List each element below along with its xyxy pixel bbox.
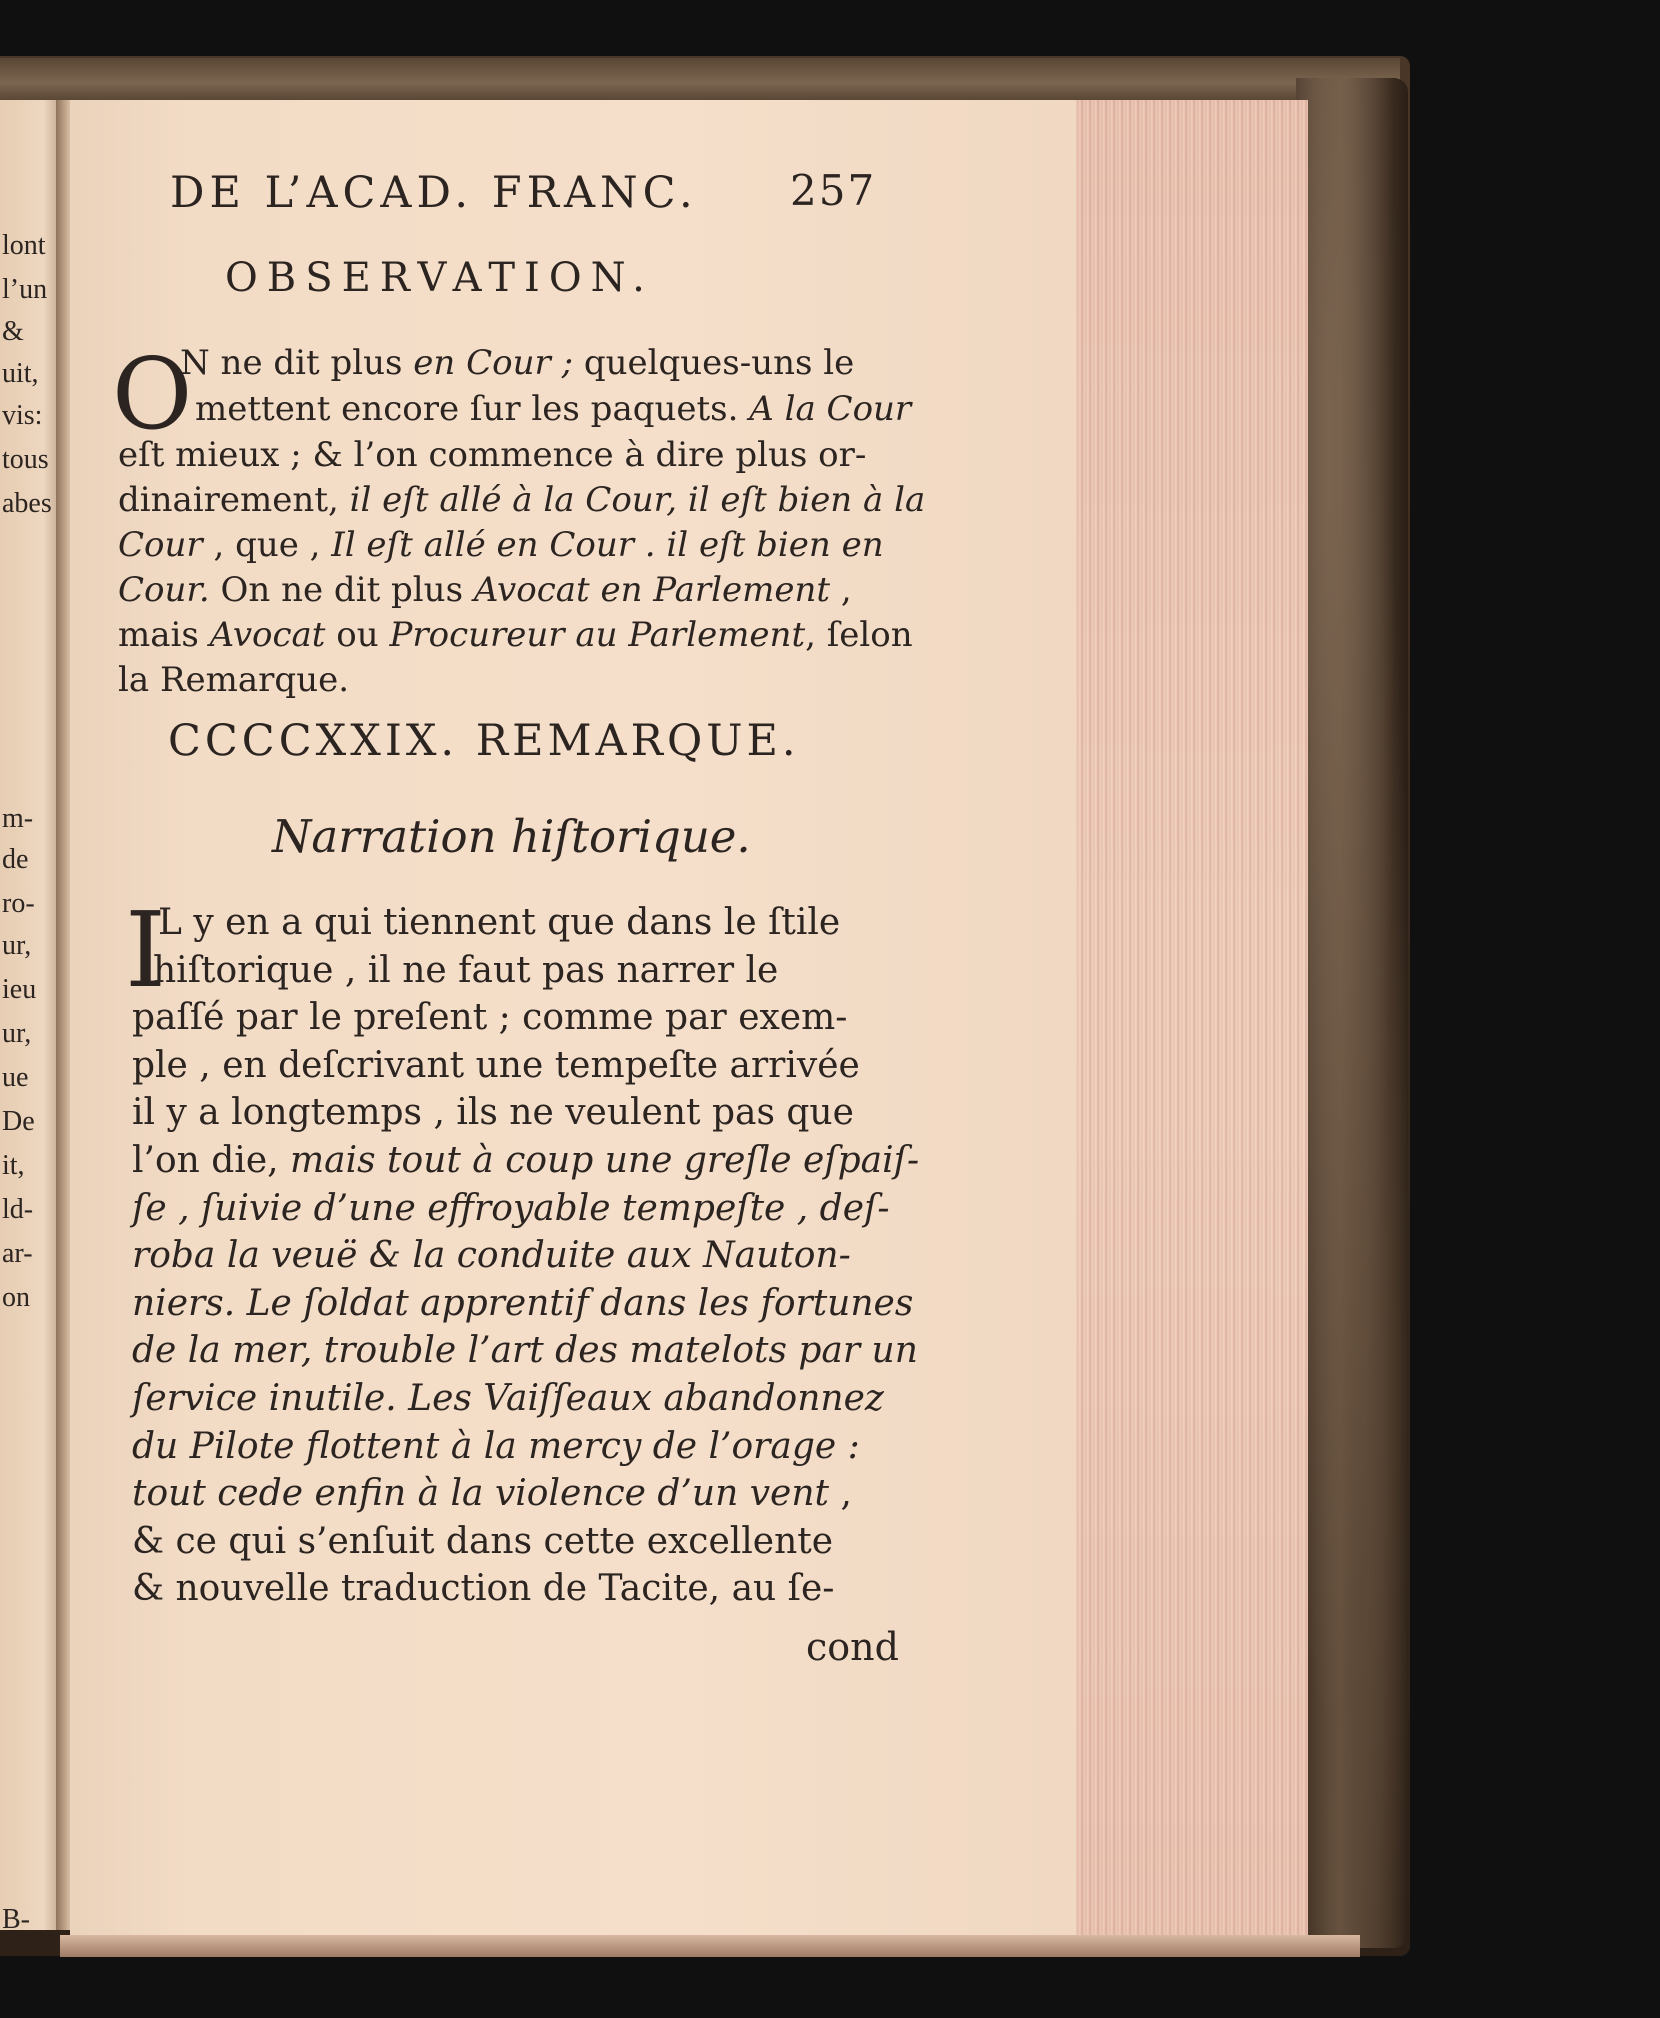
text-line — [132, 997, 848, 1039]
italic-text: Avocat en Parlement — [473, 570, 831, 610]
roman-text: hiſtorique , il ne faut pas narrer le — [153, 949, 779, 991]
text-line — [118, 525, 884, 565]
book-cover-edge — [1296, 78, 1408, 1948]
italic-text: Cour. — [118, 570, 210, 610]
margin-fragment: tous — [2, 444, 49, 475]
italic-text: tout cede enfin à la violence d’un vent — [132, 1473, 829, 1515]
catchword: cond — [806, 1625, 899, 1669]
margin-fragment: ld- — [2, 1194, 34, 1225]
italic-text: Cour — [118, 525, 203, 565]
margin-fragment: uit, — [2, 358, 39, 389]
margin-fragment: l’un — [2, 274, 48, 305]
margin-fragment: lont — [2, 230, 46, 261]
text-line — [195, 389, 912, 429]
italic-text: Procureur au Parlement — [389, 615, 806, 655]
roman-text: l’on die, — [132, 1140, 291, 1181]
text-line — [180, 343, 855, 383]
roman-text: eſt mieux ; & l’on commence à dire plus or- — [118, 435, 867, 475]
roman-text: mettent encore ſur les paquets. — [195, 389, 750, 429]
text-line — [132, 1282, 914, 1324]
italic-text: ſe , ſuivie d’une effroyable tempeſte , deſ- — [132, 1187, 890, 1229]
italic-text: A la Cour — [749, 389, 912, 429]
page-bottom-edge — [60, 1935, 1360, 1957]
text-line — [132, 1473, 852, 1515]
italic-text: mais tout à coup une greſle eſpaiſ- — [290, 1140, 920, 1181]
italic-text: du Pilote flottent à la mercy de l’orage : — [132, 1425, 860, 1467]
roman-text: il y a longtemps , ils ne veulent pas que — [132, 1092, 854, 1134]
text-line — [118, 480, 926, 520]
text-line — [132, 1330, 918, 1372]
margin-fragment: ue — [2, 1062, 29, 1093]
remarque-drop-cap: I — [125, 889, 167, 1011]
margin-fragment: B- — [2, 1904, 30, 1935]
margin-fragment: abes — [2, 488, 52, 519]
running-title: DE L’ACAD. FRANC. — [170, 168, 698, 218]
roman-text: paſſé par le preſent ; comme par exem- — [132, 997, 848, 1039]
page-number: 257 — [790, 166, 877, 215]
roman-text: & nouvelle traduction de Tacite, au ſe- — [132, 1568, 835, 1610]
margin-fragment: ro- — [2, 888, 35, 919]
text-line — [132, 1568, 835, 1610]
roman-text: ple , en deſcrivant une tempeſte arrivée — [132, 1044, 860, 1086]
margin-fragment: De — [2, 1106, 35, 1137]
margin-fragment: ur, — [2, 1018, 32, 1049]
text-line — [132, 1140, 920, 1181]
text-line — [118, 615, 913, 655]
roman-text: dinairement, — [118, 480, 350, 520]
text-line — [118, 435, 867, 475]
text-line — [132, 1044, 860, 1086]
margin-fragment: ieu — [2, 974, 37, 1005]
roman-text: & ce qui s’enſuit dans cette excellente — [132, 1520, 834, 1562]
italic-text: niers. Le ſoldat apprentif dans les fortunes — [132, 1282, 914, 1324]
text-line — [132, 1520, 834, 1562]
roman-text: , que , — [202, 525, 332, 565]
roman-text: , ſelon — [805, 615, 913, 655]
remarque-heading: CCCCXXIX. REMARQUE. — [168, 716, 800, 766]
roman-text: mais — [118, 615, 210, 655]
text-line — [153, 949, 779, 991]
margin-fragment: it, — [2, 1150, 25, 1181]
remarque-subheading: Narration hiſtorique. — [272, 810, 751, 863]
roman-text: On ne dit plus — [209, 570, 474, 610]
page-edges — [1076, 100, 1308, 1940]
roman-text: la Remarque. — [118, 660, 350, 700]
margin-fragment: de — [2, 844, 29, 875]
margin-fragment: m- — [2, 803, 34, 834]
italic-text: roba la veuë & la conduite aux Nauton- — [132, 1235, 851, 1277]
italic-text: Il eſt allé en Cour . il eſt bien en — [331, 525, 884, 565]
text-line — [158, 902, 841, 943]
italic-text: Avocat — [209, 615, 326, 655]
italic-text: il eſt allé à la Cour, il eſt bien à la — [349, 480, 926, 520]
text-line — [132, 1425, 860, 1467]
roman-text: L y en a qui tiennent que dans le ſtile — [158, 902, 841, 943]
text-line — [132, 1187, 890, 1229]
margin-fragment: ar- — [2, 1238, 33, 1269]
margin-fragment: vis: — [2, 400, 43, 431]
roman-text: quelques-uns le — [573, 343, 855, 383]
observation-heading: OBSERVATION. — [225, 255, 654, 301]
margin-fragment: on — [2, 1282, 30, 1313]
text-line — [132, 1092, 854, 1134]
margin-fragment: & — [2, 316, 24, 347]
text-line — [132, 1235, 851, 1277]
roman-text: ou — [325, 615, 390, 655]
text-line — [118, 570, 852, 610]
text-line — [132, 1378, 884, 1419]
italic-text: ſervice inutile. Les Vaiſſeaux abandonnez — [132, 1378, 884, 1419]
margin-fragment: ur, — [2, 930, 32, 961]
roman-text: , — [830, 570, 852, 610]
text-line — [118, 660, 350, 700]
observation-drop-cap: O — [112, 338, 193, 452]
italic-text: en Cour ; — [413, 343, 574, 383]
roman-text: N ne dit plus — [180, 343, 414, 383]
italic-text: de la mer, trouble l’art des matelots par un — [132, 1330, 918, 1372]
roman-text: , — [829, 1473, 852, 1515]
